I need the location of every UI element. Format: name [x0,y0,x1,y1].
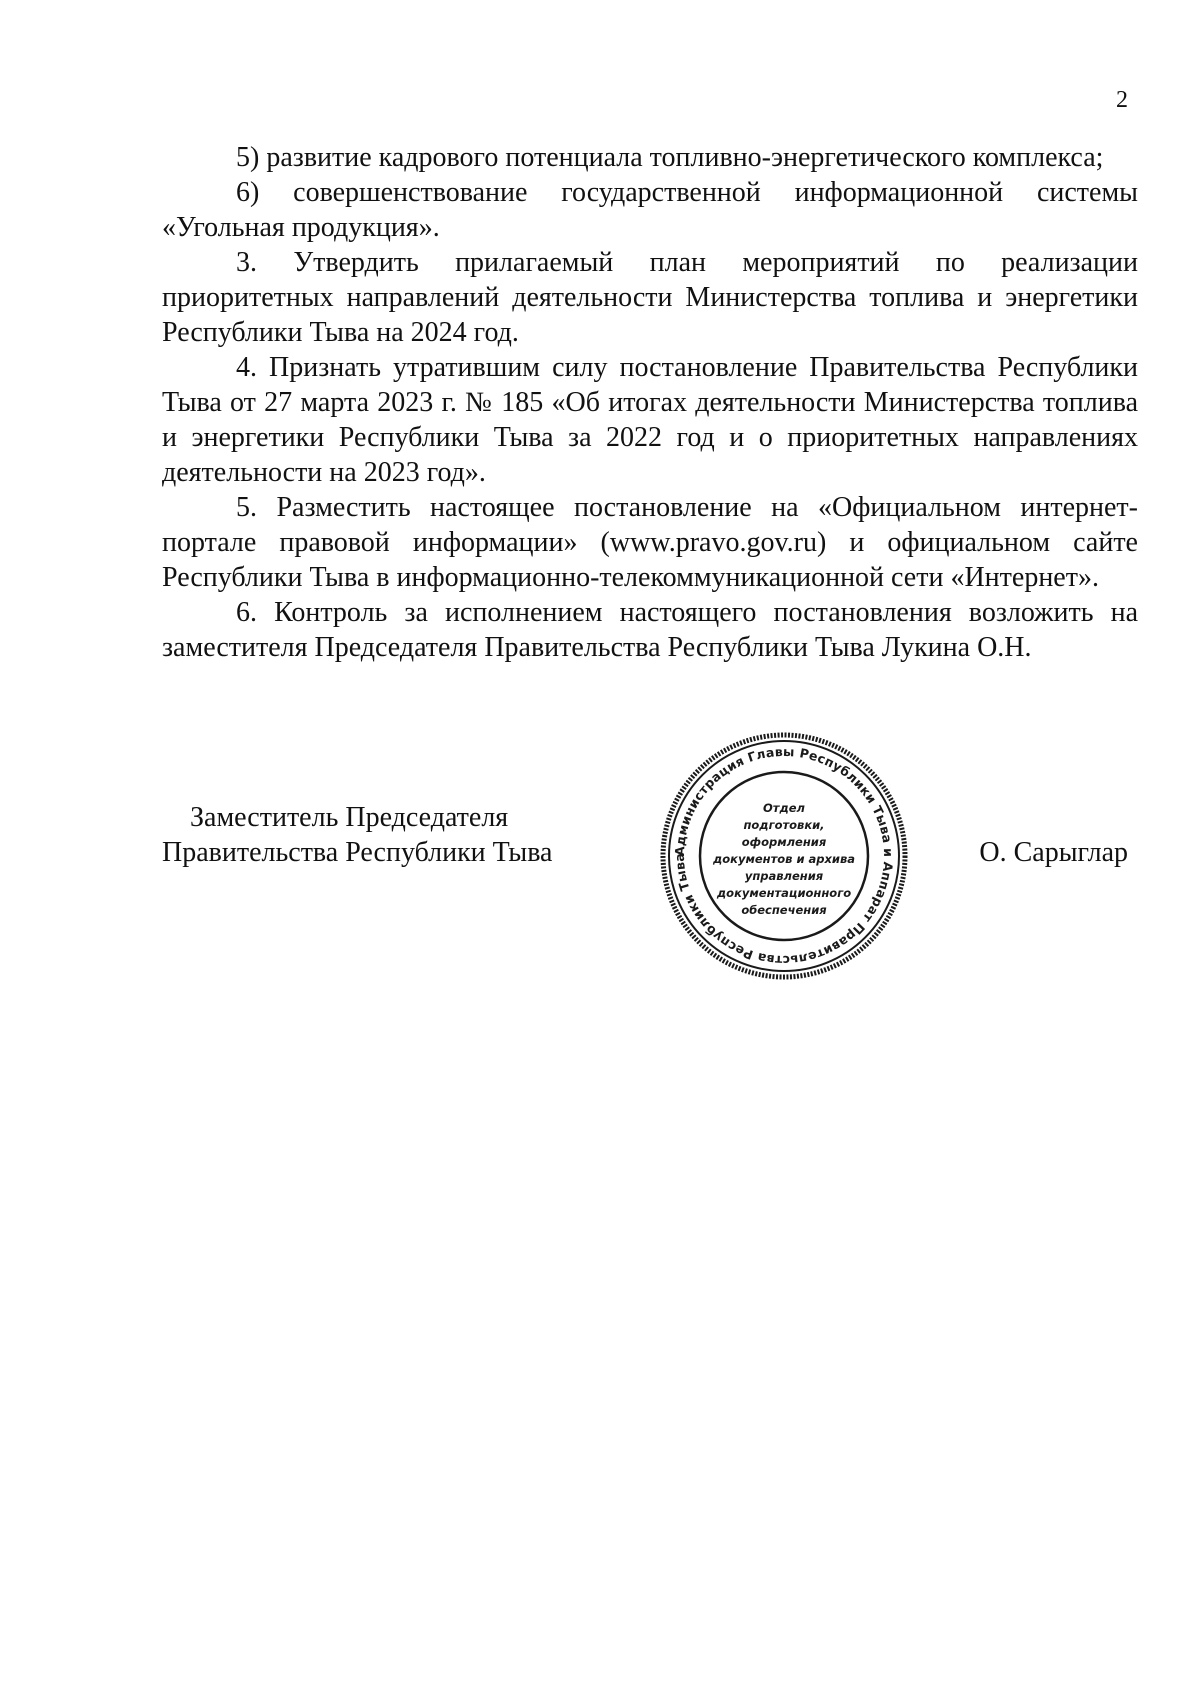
signature-block [162,800,552,870]
official-stamp [658,730,910,982]
paragraph-clause-3: 3. Утвердить прилагаемый план мероприятий по реализации приоритетных направлений деятельности Министерства топлива и энергетики Республики Тыва на 2024 год. [162,247,1138,348]
stamp-inner-line: оформления [741,835,827,849]
paragraph-clause-4: 4. Признать утратившим силу постановление Правительства Республики Тыва от 27 марта 2023 г. № 185 «Об итогах деятельности Министерства топлива и энергетики Республики Тыва за 2022 год и о приоритетных направлениях деятельности на 2023 год». [162,352,1138,488]
stamp-inner-line: документов и архива [712,852,856,866]
signer-position-line1: Заместитель Председателя [190,802,509,833]
paragraph-item-5: 5) развитие кадрового потенциала топливно-энергетического комплекса; [236,142,1104,173]
stamp-inner-line: документационного [716,886,852,900]
page-number: 2 [1116,87,1128,113]
stamp-inner-line: Отдел [763,801,805,815]
signer-position-line2: Правительства Республики Тыва [162,837,553,868]
signer-name: О. Сарыглар [979,837,1128,868]
stamp-inner-line: управления [744,869,824,883]
stamp-inner-line: подготовки, [743,818,825,832]
stamp-inner-line: обеспечения [741,903,827,917]
document-body [162,140,1138,665]
stamp-outer-text: Администрация Главы Республики Тыва и Аппарат Правительства Республики Тыва [671,743,897,969]
paragraph-clause-6: 6. Контроль за исполнением настоящего постановления возложить на заместителя Председателя Правительства Республики Тыва Лукина О.Н. [162,597,1138,663]
paragraph-item-6: 6) совершенствование государственной информационной системы «Угольная продукция». [162,177,1138,243]
paragraph-clause-5: 5. Разместить настоящее постановление на «Официальном интернет-портале правовой информации» (www.pravo.gov.ru) и официальном сайте Республики Тыва в информационно-телекоммуникационной сети «Интернет». [162,492,1138,593]
